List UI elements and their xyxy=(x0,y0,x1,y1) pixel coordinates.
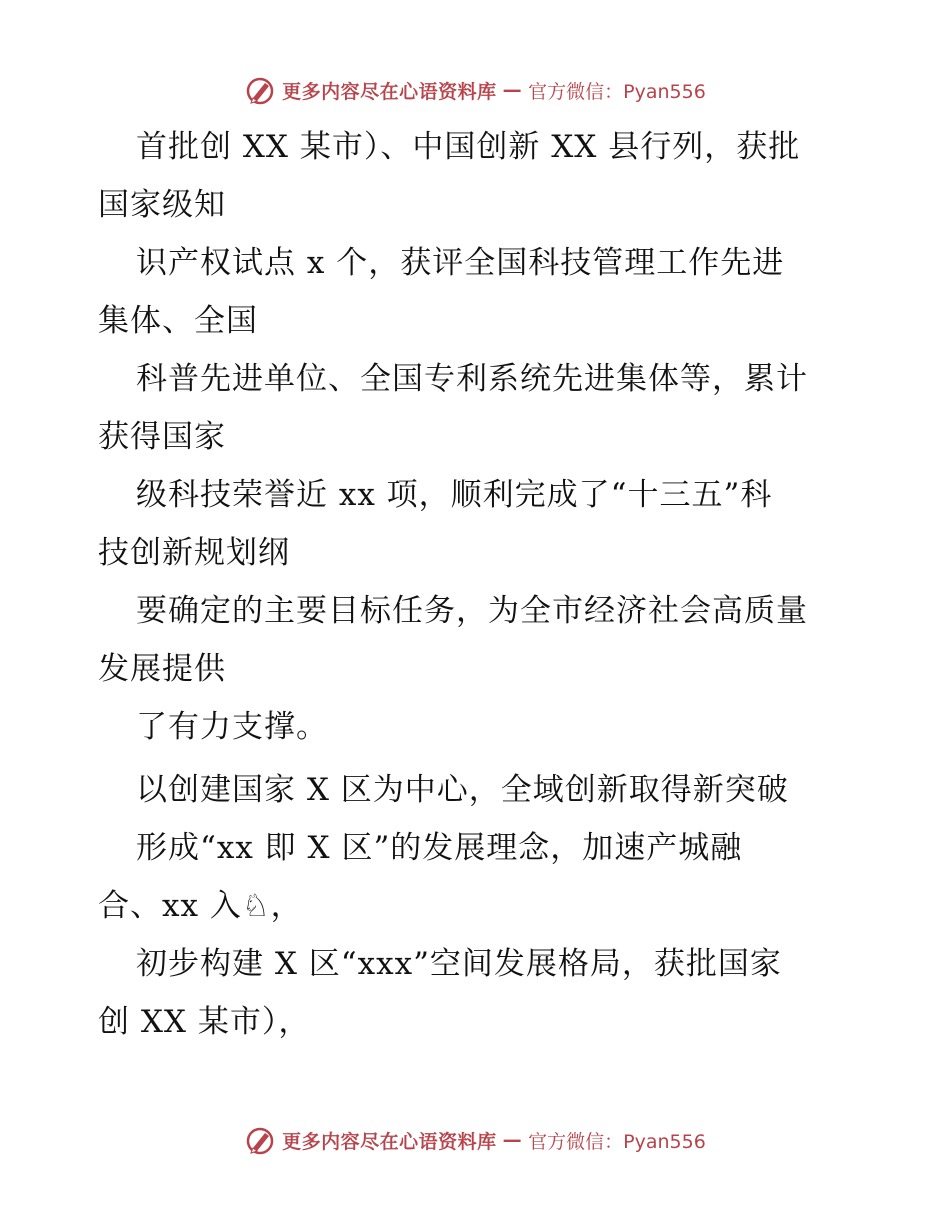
body-line-15: 初步构建 X 区“xxx”空间发展格局，获批国家 xyxy=(136,946,782,982)
body-line-7: 级科技荣誉近 xx 项，顺利完成了“十三五”科 xyxy=(136,477,773,513)
body-line-16: 创 XX 某市）， xyxy=(98,1004,311,1040)
footer-banner-contact: 官方微信：Pyan556 xyxy=(528,1130,706,1153)
body-line-13: 形成“xx 即 X 区”的发展理念，加速产城融 xyxy=(136,830,743,866)
header-banner xyxy=(0,70,950,110)
body-line-14: 合、xx 入♘， xyxy=(98,888,303,924)
footer-banner xyxy=(0,1120,950,1160)
body-line-6: 获得国家 xyxy=(98,419,226,455)
body-line-1: 首批创 XX 某市）、中国创新 XX 县行列，获批 xyxy=(136,129,801,165)
body-line-8: 技创新规划纲 xyxy=(98,535,290,571)
body-line-11: 了有力支撑。 xyxy=(136,709,328,745)
header-banner-separator: — xyxy=(502,79,523,101)
body-line-3: 识产权试点 x 个，获评全国科技管理工作先进 xyxy=(136,245,785,281)
header-banner-text: 更多内容尽在心语资料库 xyxy=(282,80,497,103)
body-line-4: 集体、全国 xyxy=(98,303,258,339)
body-line-9: 要确定的主要目标任务，为全市经济社会高质量 xyxy=(136,593,808,629)
pen-logo-icon xyxy=(244,74,276,106)
footer-banner-text: 更多内容尽在心语资料库 xyxy=(282,1130,497,1153)
body-line-12: 以创建国家 X 区为中心，全域创新取得新突破 xyxy=(136,772,789,808)
header-banner-contact: 官方微信：Pyan556 xyxy=(528,80,706,103)
body-line-2: 国家级知 xyxy=(98,187,226,223)
body-line-5: 科普先进单位、全国专利系统先进集体等，累计 xyxy=(136,361,808,397)
body-line-10: 发展提供 xyxy=(98,651,226,687)
footer-banner-separator: — xyxy=(502,1129,523,1151)
pen-logo-icon xyxy=(244,1124,276,1156)
